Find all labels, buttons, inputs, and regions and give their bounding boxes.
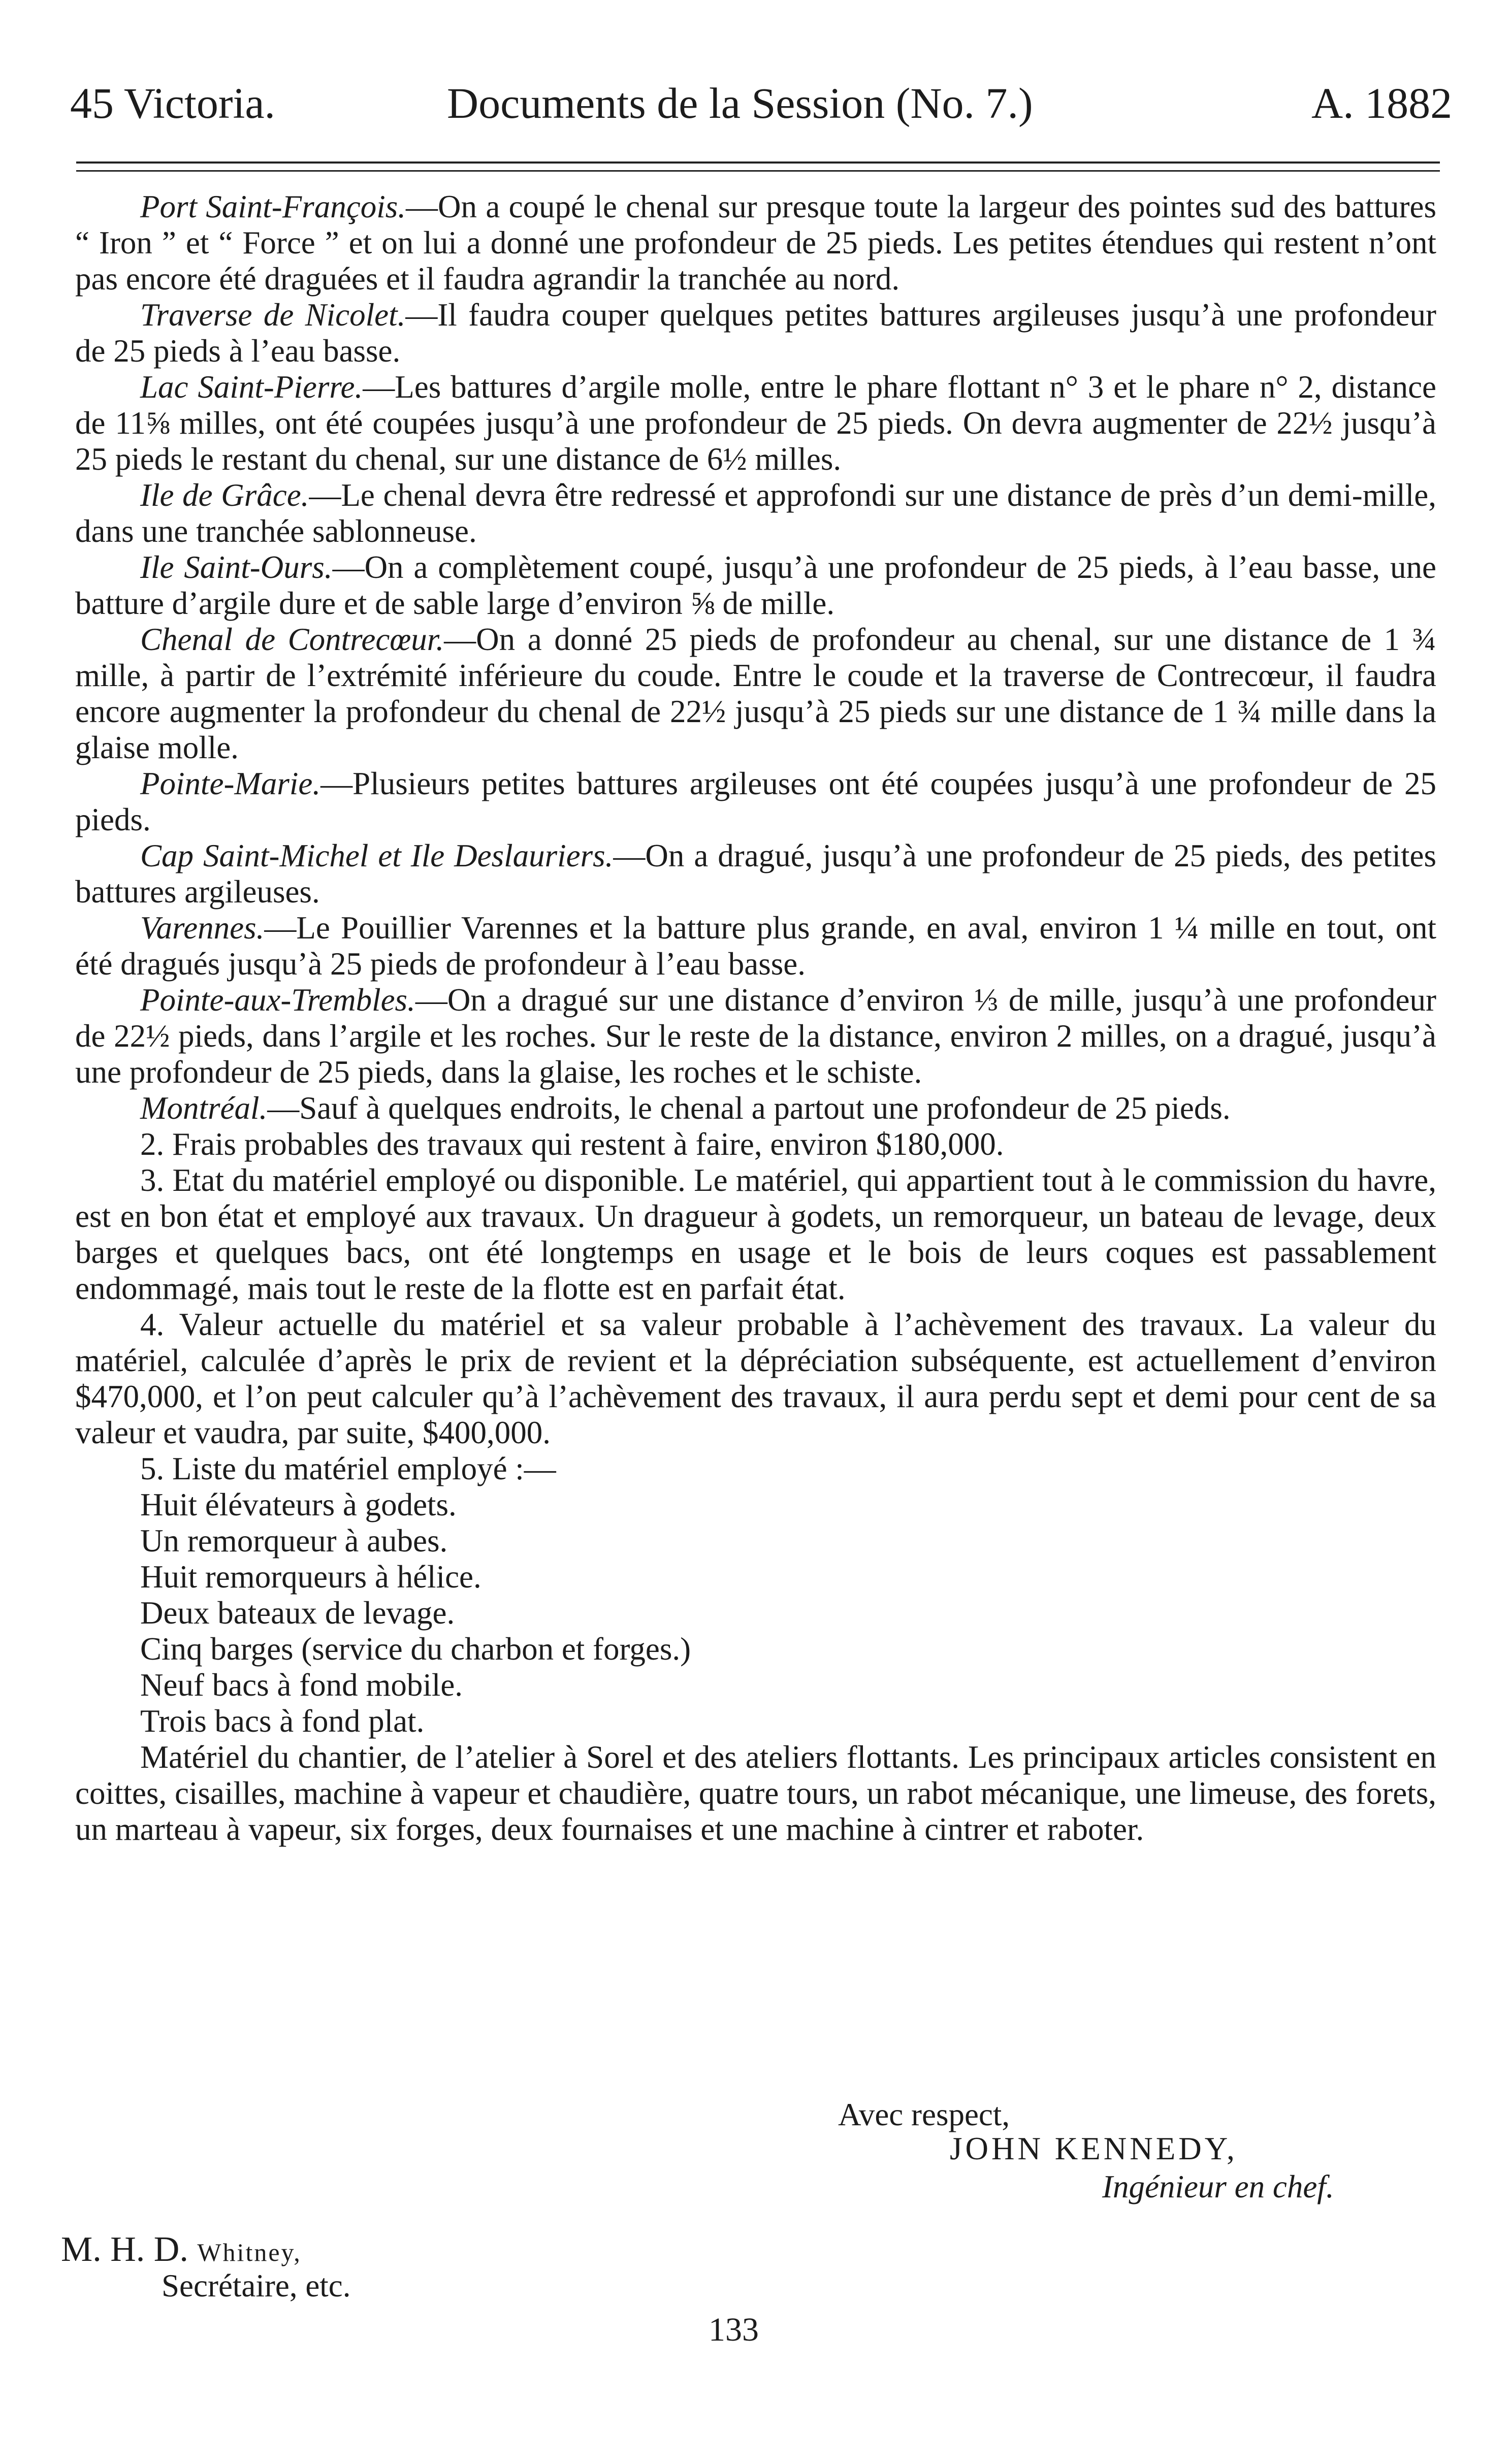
paragraph-heading: Ile de Grâce. [140,477,309,513]
header-rule-bottom [76,170,1440,172]
numbered-paragraph [75,1162,1436,1307]
final-paragraph: Matériel du chantier, de l’atelier à Sorel et des ateliers flottants. Les principaux articles consistent en coittes, cisailles, machine à vapeur et chaudière, quatre tours, un rabot mécanique, une limeuse, des forets, un marteau à vapeur, six forges, deux fournaises et une machine à cintrer et raboter. [75,1739,1436,1847]
paragraph-heading: Traverse de Nicolet. [140,297,406,333]
paragraph-heading: Pointe-Marie. [140,766,321,801]
paragraph-text: 2. Frais probables des travaux qui restent à faire, environ $180,000. [140,1126,1004,1162]
paragraph-text: 4. Valeur actuelle du matériel et sa valeur probable à l’achèvement des travaux. La valeur du matériel, calculée d’après le prix de revient et la dépréciation subséquente, est actuellement d’environ $470,000, et l’on peut calculer qu’à l’achèvement des travaux, il aura perdu sept et demi pour cent de sa valeur et vaudra, par suite, $400,000. [75,1307,1436,1450]
header-volume: 45 Victoria. [70,79,276,127]
header-year: A. 1882 [1311,79,1453,127]
paragraph-heading: Chenal de Contrecœur. [140,622,444,657]
paragraph [75,982,1436,1090]
equipment-item: Cinq barges (service du charbon et forges.) [140,1631,691,1667]
addressee-role: Secrétaire, etc. [162,2268,351,2304]
addressee-initials: M. H. D. [61,2230,198,2269]
paragraph-text: —On a donné 25 pieds de profondeur au chenal, sur une distance de 1 ¾ mille, à partir de l’extrémité inférieure du coude. Entre le coude et la traverse de Contrecœur, il faudra encore augmenter la profondeur du chenal de 22½ jusqu’à 25 pieds sur une distance de 1 ¾ mille dans la glaise molle. [75,622,1436,765]
paragraph [75,477,1436,549]
numbered-paragraph [75,1126,1436,1162]
paragraph-text: —Sauf à quelques endroits, le chenal a partout une profondeur de 25 pieds. [267,1090,1231,1126]
equipment-item: Huit remorqueurs à hélice. [140,1559,481,1595]
paragraph [75,622,1436,766]
page-number: 133 [709,2311,759,2348]
paragraph-text: —Les battures d’argile molle, entre le phare flottant n° 3 et le phare n° 2, distance de 11⅝ milles, ont été coupées jusqu’à une profondeur de 25 pieds. On devra augmenter de 22½ jusqu’à 25 pieds le restant du chenal, sur une distance de 6½ milles. [75,369,1437,477]
equipment-item: Huit élévateurs à godets. [140,1487,457,1522]
paragraph-heading: Montréal. [140,1090,268,1126]
paragraph-heading: Pointe-aux-Trembles. [140,982,415,1018]
numbered-paragraph [75,1451,1436,1487]
paragraph-text: —Il faudra couper quelques petites battures argileuses jusqu’à une profondeur de 25 pieds à l’eau basse. [75,297,1436,369]
paragraph [75,549,1436,622]
header-title: Documents de la Session (No. 7.) [447,79,1033,127]
equipment-item: Trois bacs à fond plat. [140,1703,425,1739]
paragraph [75,297,1436,369]
paragraph-text: —On a dragué, jusqu’à une profondeur de 25 pieds, des petites battures argileuses. [75,838,1436,910]
paragraph-text: —On a coupé le chenal sur presque toute la largeur des pointes sud des battures “ Iron ” et “ Force ” et on lui a donné une profondeur de 25 pieds. Les petites étendues qui restent n’ont pas encore été draguées et il faudra agrandir la tranchée au nord. [75,189,1436,297]
paragraph-text: —Le Pouillier Varennes et la batture plus grande, en aval, environ 1 ¼ mille en tout, ont été dragués jusqu’à 25 pieds de profondeur à l’eau basse. [75,910,1436,982]
header-rule-top [76,161,1440,164]
paragraph [75,910,1436,982]
paragraph [75,189,1436,297]
paragraph-text: —On a dragué sur une distance d’environ ⅓ de mille, jusqu’à une profondeur de 22½ pieds, dans l’argile et les roches. Sur le reste de la distance, environ 2 milles, on a dragué, jusqu’à une profondeur de 25 pieds, dans la glaise, les roches et le schiste. [75,982,1436,1090]
addressee-surname: Whitney, [197,2238,302,2266]
closing-salutation: Avec respect, [838,2097,1010,2132]
equipment-item: Un remorqueur à aubes. [140,1523,448,1559]
paragraph [75,369,1436,477]
report-body [75,189,1436,1847]
equipment-item: Deux bateaux de levage. [140,1595,455,1631]
paragraph-text: 5. Liste du matériel employé :— [140,1451,556,1486]
paragraph-heading: Lac Saint-Pierre. [140,369,363,405]
paragraph-heading: Port Saint-François. [140,189,406,224]
paragraph [75,1090,1436,1126]
paragraph [75,766,1436,838]
paragraph-text: 3. Etat du matériel employé ou disponible. Le matériel, qui appartient tout à le commission du havre, est en bon état et employé aux travaux. Un dragueur à godets, un remorqueur, un bateau de levage, deux barges et quelques bacs, ont été longtemps en usage et le bois de leurs coques est passablement endommagé, mais tout le reste de la flotte est en parfait état. [75,1162,1436,1306]
paragraph-text: —Plusieurs petites battures argileuses ont été coupées jusqu’à une profondeur de 25 pieds. [75,766,1436,837]
signature-name: JOHN KENNEDY, [950,2131,1238,2166]
paragraph-heading: Varennes. [140,910,265,946]
paragraph-heading: Ile Saint-Ours. [140,549,333,585]
numbered-paragraph [75,1307,1436,1451]
addressee-name [61,2232,302,2267]
paragraph-text: —Le chenal devra être redressé et approfondi sur une distance de près d’un demi-mille, dans une tranchée sablonneuse. [75,477,1436,549]
paragraph [75,838,1436,910]
equipment-item: Neuf bacs à fond mobile. [140,1667,463,1703]
paragraph-text: —On a complètement coupé, jusqu’à une profondeur de 25 pieds, à l’eau basse, une batture d’argile dure et de sable large d’environ ⅝ de mille. [75,549,1436,621]
paragraph-heading: Cap Saint-Michel et Ile Deslauriers. [140,838,614,873]
signature-title: Ingénieur en chef. [1102,2169,1334,2204]
